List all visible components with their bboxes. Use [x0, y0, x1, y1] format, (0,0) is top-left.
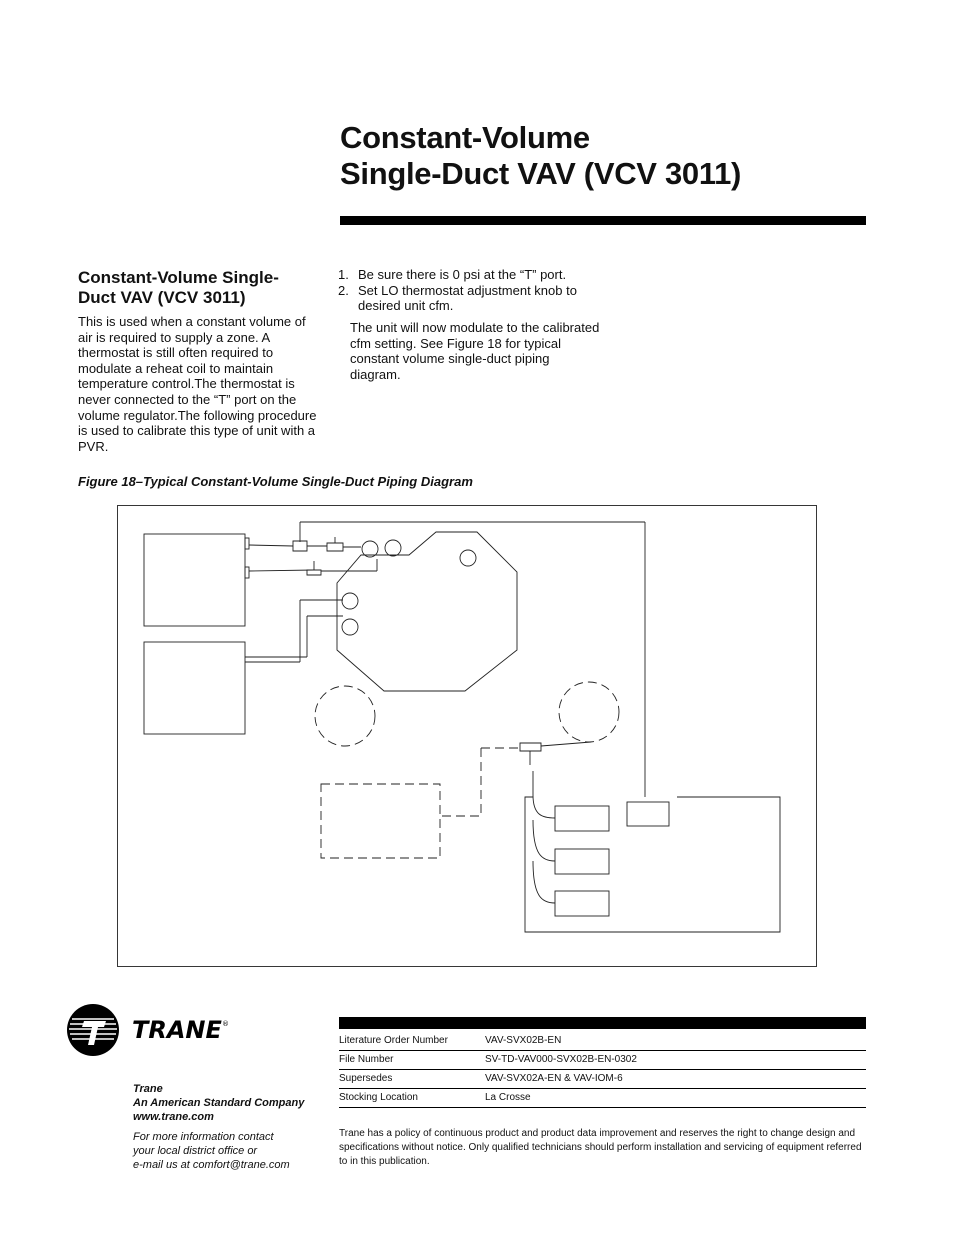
- procedure-steps: [338, 267, 598, 314]
- table-cell-value: SV-TD-VAV000-SVX02B-EN-0302: [485, 1051, 866, 1070]
- regulator-port: [460, 550, 476, 566]
- section-heading-line1: Constant-Volume Single-: [78, 268, 279, 287]
- table-row: [339, 1032, 866, 1051]
- thermostat-box: [627, 802, 669, 826]
- table-cell-label: Stocking Location: [339, 1089, 485, 1108]
- tee-fitting: [327, 543, 343, 551]
- table-cell-label: Supersedes: [339, 1070, 485, 1089]
- section-heading-line2: Duct VAV (VCV 3011): [78, 288, 246, 307]
- contact-line: your local district office or: [133, 1145, 258, 1157]
- contact-line: For more information contact: [133, 1131, 274, 1143]
- table-row: [339, 1089, 866, 1108]
- piping-diagram: [117, 505, 817, 968]
- company-parent: An American Standard Company: [133, 1097, 305, 1109]
- trane-wordmark: TRANE: [132, 1016, 222, 1044]
- table-cell-value: La Crosse: [485, 1089, 866, 1108]
- step-number: 1.: [338, 267, 349, 282]
- volume-regulator: [337, 532, 517, 691]
- contact-email[interactable]: e-mail us at comfort@trane.com: [133, 1159, 290, 1171]
- table-cell-value: VAV-SVX02A-EN & VAV-IOM-6: [485, 1070, 866, 1089]
- tee-fitting: [307, 570, 321, 575]
- damper-actuator: [559, 682, 619, 742]
- trane-logo: [66, 1003, 236, 1059]
- coil-box: [555, 849, 609, 874]
- damper-actuator: [315, 686, 375, 746]
- contact-info: [133, 1130, 333, 1172]
- tee-fitting: [293, 541, 307, 551]
- figure-caption: Figure 18–Typical Constant-Volume Single-Duct Piping Diagram: [78, 474, 473, 489]
- coil-box: [555, 806, 609, 831]
- company-info: [133, 1082, 333, 1124]
- table-row: [339, 1051, 866, 1070]
- tee-fitting: [520, 743, 541, 751]
- procedure-step: [338, 283, 598, 314]
- figure-frame: [118, 506, 817, 967]
- port-nub: [245, 567, 249, 578]
- table-cell-label: Literature Order Number: [339, 1032, 485, 1051]
- company-name: Trane: [133, 1083, 163, 1095]
- table-cell-value: VAV-SVX02B-EN: [485, 1032, 866, 1051]
- controller-box-upper: [144, 534, 245, 626]
- info-table-bar: [339, 1017, 866, 1029]
- registered-mark: ®: [222, 1020, 229, 1028]
- table-row: [339, 1070, 866, 1089]
- regulator-port: [385, 540, 401, 556]
- coil-box: [555, 891, 609, 916]
- table-cell-label: File Number: [339, 1051, 485, 1070]
- literature-info-table: [339, 1032, 866, 1108]
- title-rule: [340, 216, 866, 225]
- procedure-step: [338, 267, 598, 283]
- step-text: Be sure there is 0 psi at the “T” port.: [358, 267, 567, 282]
- regulator-port: [342, 619, 358, 635]
- policy-footnote: Trane has a policy of continuous product and product data improvement and reserves the right to change design and specifications without notice. Only qualified technicians should perform installation and servicing of equipment referred to in this publication.: [339, 1128, 862, 1167]
- page-title: [340, 120, 900, 192]
- section-heading: [78, 268, 318, 308]
- page-title-line2: Single-Duct VAV (VCV 3011): [340, 156, 742, 191]
- port-nub: [245, 538, 249, 549]
- step-text: Set LO thermostat adjustment knob to desired unit cfm.: [358, 282, 577, 314]
- optional-control-box: [321, 784, 440, 858]
- page-title-line1: Constant-Volume: [340, 120, 590, 155]
- regulator-port: [342, 593, 358, 609]
- section-body: This is used when a constant volume of air is required to supply a zone. A thermostat is still often required to modulate a reheat coil to maintain temperature control.The thermostat is never connected to the “T” port on the volume regulator.The following procedure is used to calibrate this type of unit with a PVR.: [78, 314, 317, 454]
- controller-box-lower: [144, 642, 245, 734]
- procedure-result: The unit will now modulate to the calibrated cfm setting. See Figure 18 for typical constant volume single-duct piping diagram.: [350, 320, 600, 382]
- company-web[interactable]: www.trane.com: [133, 1111, 214, 1123]
- step-number: 2.: [338, 282, 349, 298]
